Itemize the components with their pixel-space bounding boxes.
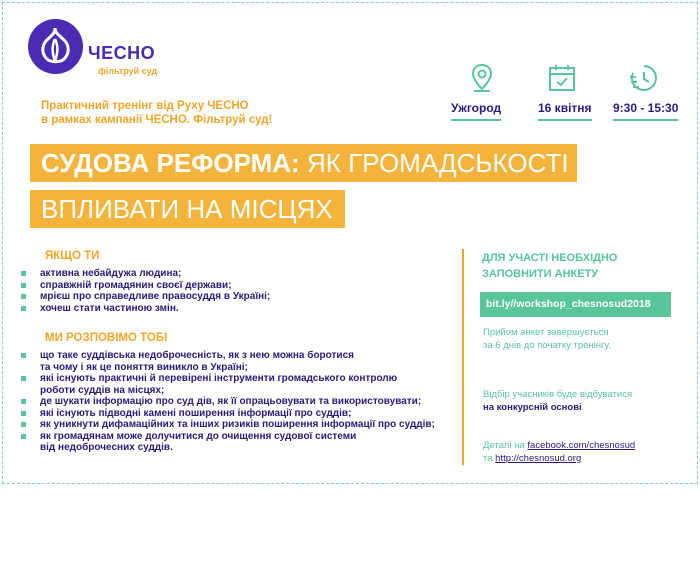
website-link[interactable]: http://chesnosud.org [495,453,582,464]
list-item: де шукати інформацію про суд дів, як її опрацьовувати та використовувати; [40,396,435,408]
selection-note [483,388,632,414]
list-item: що таке суддівська недоброчесність, як з нею можна боротися [40,350,435,362]
intro-line: Практичний тренінг від Руху ЧЕСНО [41,100,249,112]
clock-icon [628,63,660,98]
details-line [483,452,635,465]
list-item: як громадянам може долучитися до очищення судової системи [40,431,435,443]
garlic-logo-icon [28,19,83,74]
selection-line: Відбір учасників буде відбуватися [483,389,633,400]
details-and: та [483,453,496,464]
we-tell-title: МИ РОЗПОВІМО ТОБІ [45,332,168,344]
we-tell-list [40,350,435,454]
if-you-title: ЯКЩО ТИ [45,250,100,262]
deadline-line: Прийом анкет завершується [483,327,609,338]
apply-title-line: ЗАПОВНИТИ АНКЕТУ [482,268,599,280]
list-item: які існують підводні камені поширення інформації про суддів; [40,408,435,420]
list-item-continued: від недоброчесних суддів. [40,442,173,453]
headline-bold: СУДОВА РЕФОРМА: [41,148,300,178]
apply-title [482,250,617,282]
headline-line-1 [30,144,577,182]
details-note [483,439,635,465]
list-item: мрієш про справедливе правосуддя в Україні; [40,291,271,302]
event-time: 9:30 - 15:30 [613,101,678,121]
if-you-list [40,268,270,314]
brand-tagline: фільтруй суд [98,66,158,76]
application-link[interactable]: bit.ly//workshop_chesnosud2018 [480,292,671,317]
details-label: Деталі на [483,440,528,451]
intro-line: в рамках кампанії ЧЕСНО. Фільтруй суд! [41,114,273,126]
poster [2,2,698,484]
list-item: справжній громадянин своєї держави; [40,280,270,292]
headline-line-2: ВПЛИВАТИ НА МІСЦЯХ [30,190,345,228]
details-line [483,439,635,452]
list-item: активна небайдужа людина; [40,268,270,280]
list-item: хочеш стати частиною змін. [40,303,270,315]
facebook-link[interactable]: facebook.com/chesnosud [527,440,636,451]
list-item: які існують практичні й перевірені інструменти громадського контролю [40,373,435,385]
list-item-continued: та чому і як це поняття виникло в Україні; [40,361,248,373]
headline-rest: ЯК ГРОМАДСЬКОСТІ [299,148,569,178]
intro-text [41,99,272,127]
deadline-line: за 6 днів до початку тренінгу. [483,340,611,351]
selection-period: . [581,402,585,413]
calendar-icon [548,63,576,98]
deadline-note [483,326,611,352]
selection-line [483,401,632,414]
apply-title-line: ДЛЯ УЧАСТІ НЕОБХІДНО [482,252,618,264]
brand-name: ЧЕСНО [88,43,156,63]
selection-emphasis: на конкурсній основі [483,402,582,413]
list-item-continued: роботи суддів на місцях; [40,384,165,396]
event-date: 16 квітня [538,101,592,121]
list-item: як уникнути дифамаційних та інших ризиків поширення інформації про суддів; [40,419,435,430]
event-city: Ужгород [451,101,501,121]
divider [462,249,464,465]
location-pin-icon [470,63,494,98]
